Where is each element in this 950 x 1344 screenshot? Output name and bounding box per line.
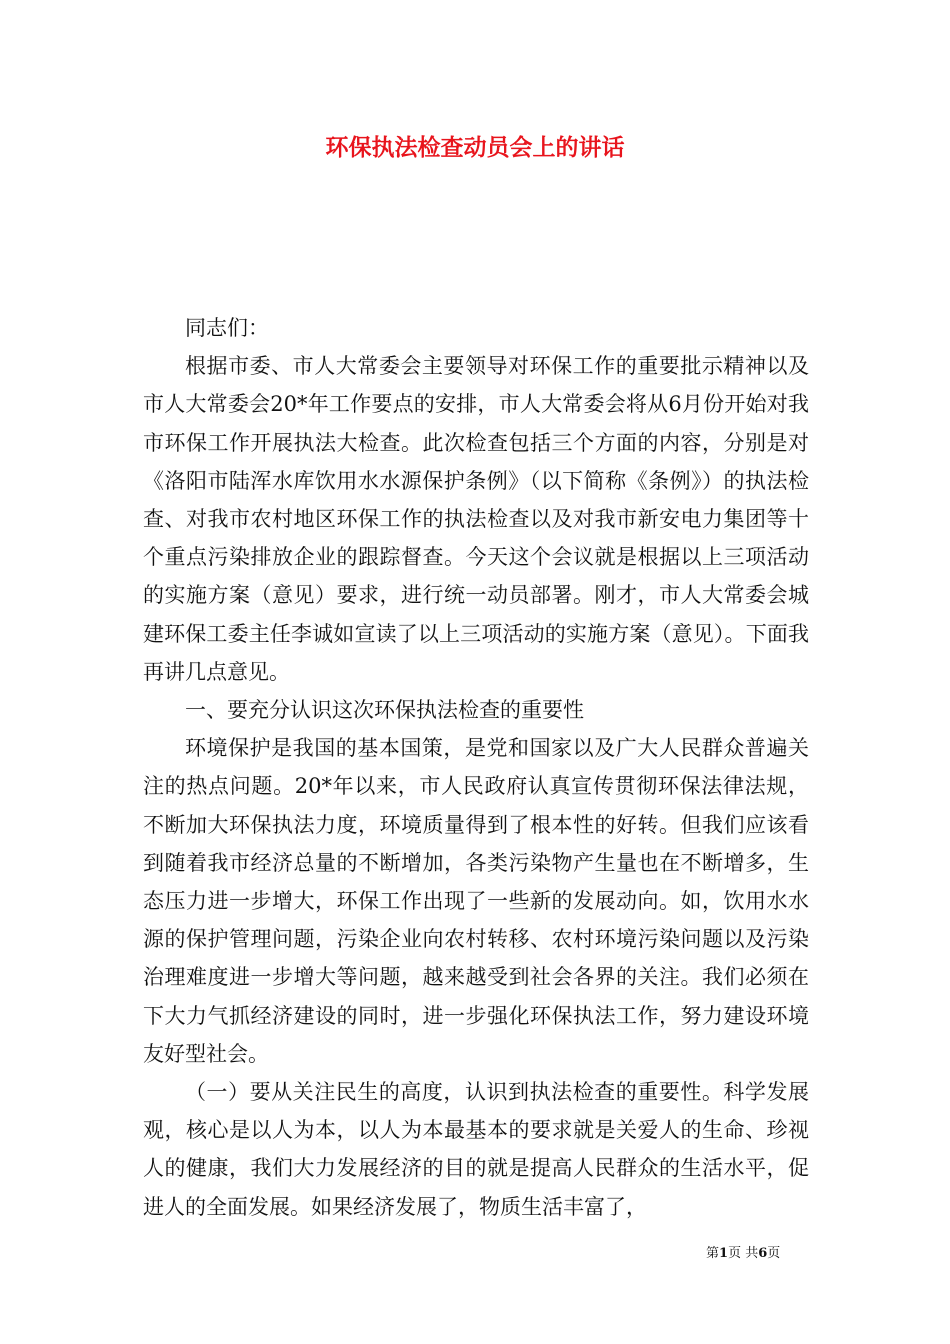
footer-current-page: 1 <box>719 1246 729 1261</box>
page-number-footer <box>706 1245 780 1263</box>
intro-paragraph: 根据市委、市人大常委会主要领导对环保工作的重要批示精神以及市人大常委会20*年工作要点的安排，市人大常委会将从6月份开始对我市环保工作开展执法大检查。此次检查包括三个方面的内容，分别是对《洛阳市陆浑水库饮用水水源保护条例》（以下简称《条例》）的执法检查、对我市农村地区环保工作的执法检查以及对我市新安电力集团等十个重点污染排放企业的跟踪督查。今天这个会议就是根据以上三项活动的实施方案（意见）要求，进行统一动员部署。刚才，市人大常委会城建环保工委主任李诚如宣读了以上三项活动的实施方案（意见）。下面我再讲几点意见。 <box>143 354 809 684</box>
footer-middle: 页 共 <box>728 1246 759 1261</box>
salutation-paragraph: 同志们： <box>185 316 269 340</box>
document-body <box>143 309 809 1226</box>
footer-prefix: 第 <box>706 1246 720 1261</box>
footer-suffix: 页 <box>767 1246 781 1261</box>
footer-total-pages: 6 <box>758 1246 768 1261</box>
document-title: 环保执法检查动员会上的讲话 <box>325 134 625 161</box>
subsection-paragraph-1: （一）要从关注民生的高度，认识到执法检查的重要性。科学发展观，核心是以人为本，以人为本最基本的要求就是关爱人的生命、珍视人的健康，我们大力发展经济的目的就是提高人民群众的生活水平，促进人的全面发展。如果经济发展了，物质生活丰富了， <box>143 1080 809 1219</box>
body-paragraph: 环境保护是我国的基本国策，是党和国家以及广大人民群众普遍关注的热点问题。20*年以来，市人民政府认真宣传贯彻环保法律法规，不断加大环保执法力度，环境质量得到了根本性的好转。但我们应该看到随着我市经济总量的不断增加，各类污染物产生量也在不断增多，生态压力进一步增大，环保工作出现了一些新的发展动向。如，饮用水水源的保护管理问题，污染企业向农村转移、农村环境污染问题以及污染治理难度进一步增大等问题，越来越受到社会各界的关注。我们必须在下大力气抓经济建设的同时，进一步强化环保执法工作，努力建设环境友好型社会。 <box>143 736 809 1066</box>
section-heading-1: 一、要充分认识这次环保执法检查的重要性 <box>185 698 584 723</box>
